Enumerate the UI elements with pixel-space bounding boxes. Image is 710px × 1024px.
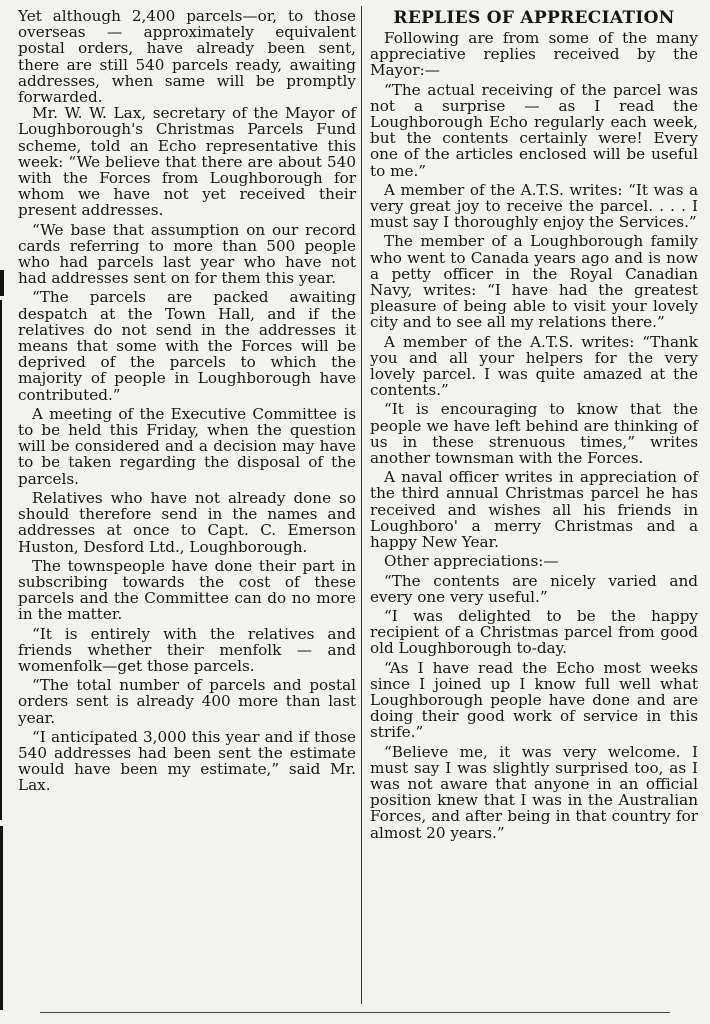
scan-edge-marks bbox=[0, 0, 12, 1024]
paragraph: “The contents are nicely varied and every one very useful.” bbox=[370, 571, 698, 606]
section-heading: REPLIES OF APPRECIATION bbox=[393, 8, 675, 28]
right-column bbox=[370, 8, 698, 844]
paragraph: “The parcels are packed awaiting despatch at the Town Hall, and if the relatives do not send in the addresses it means that some with the Forces will be deprived of the parcels to which the majority of people in Loughborough have contributed.” bbox=[18, 288, 356, 404]
paragraph: A naval officer writes in appreciation of the third annual Christmas parcel he has received and wishes all his friends in Loughboro' a merry Christmas and a happy New Year. bbox=[370, 468, 698, 552]
paragraph: “As I have read the Echo most weeks since I joined up I know full well what Loughborough people have done and are doing their good work of service in this strife.” bbox=[370, 658, 698, 742]
paragraph: “Believe me, it was very welcome. I must say I was slightly surprised too, as I was not aware that anyone in an official position knew that I was in the Australian Forces, and after being in that country for almost 20 years.” bbox=[370, 742, 698, 842]
edge-mark bbox=[0, 300, 2, 820]
paragraph: Relatives who have not already done so should therefore send in the names and addresses at once to Capt. C. Emerson Huston, Desford Ltd., Loughborough. bbox=[18, 488, 356, 556]
paragraph: “I anticipated 3,000 this year and if those 540 addresses had been sent the estimate would have been my estimate,” said Mr. Lax. bbox=[18, 727, 356, 795]
paragraph: “The total number of parcels and postal orders sent is already 400 more than last year. bbox=[18, 676, 356, 727]
paragraph: “It is entirely with the relatives and friends whether their menfolk — and womenfolk—get those parcels. bbox=[18, 624, 356, 675]
paragraph: The townspeople have done their part in subscribing towards the cost of these parcels and the Committee can do no more in the matter. bbox=[18, 556, 356, 624]
paragraph: The member of a Loughborough family who went to Canada years ago and is now a petty officer in the Royal Canadian Navy, writes: “I have had the greatest pleasure of being able to visit your lovely city and to see all my relations there.” bbox=[370, 232, 698, 332]
left-column bbox=[18, 8, 356, 797]
column-divider bbox=[361, 6, 362, 1004]
paragraph: A member of the A.T.S. writes: “Thank you and all your helpers for the very lovely parcel. I was quite amazed at the contents.” bbox=[370, 332, 698, 400]
paragraph: “We base that assumption on our record cards referring to more than 500 people who had parcels last year who have not had addresses sent on for them this year. bbox=[18, 220, 356, 288]
paragraph: Other appreciations:— bbox=[384, 552, 559, 571]
bottom-rule bbox=[40, 1012, 670, 1013]
paragraph: “It is encouraging to know that the people we have left behind are thinking of us in these strenuous times,” writes another townsman with the Forces. bbox=[370, 400, 698, 468]
paragraph: A meeting of the Executive Committee is to be held this Friday, when the question will be considered and a decision may have to be taken regarding the disposal of the parcels. bbox=[18, 404, 356, 488]
paragraph: Yet although 2,400 parcels—or, to those overseas — approximately equivalent postal orders, have already been sent, there are still 540 parcels ready, awaiting addresses, when same will be promptly forwarded. bbox=[18, 7, 356, 107]
edge-mark bbox=[0, 270, 4, 296]
paragraph: Following are from some of the many appreciative replies received by the Mayor:— bbox=[370, 29, 698, 80]
paragraph: Mr. W. W. Lax, secretary of the Mayor of Loughborough's Christmas Parcels Fund scheme, told an Echo representative this week: “We believe that there are about 540 with the Forces from Loughborough for whom we have not yet received their present addresses. bbox=[18, 104, 356, 220]
edge-mark bbox=[0, 826, 3, 1010]
paragraph: “The actual receiving of the parcel was not a surprise — as I read the Loughborough Echo regularly each week, but the contents certainly were! Every one of the articles enclosed will be useful to me.” bbox=[370, 80, 698, 180]
paragraph: A member of the A.T.S. writes: “It was a very great joy to receive the parcel. . . . I must say I thoroughly enjoy the Services.” bbox=[370, 180, 698, 232]
paragraph: “I was delighted to be the happy recipient of a Christmas parcel from good old Loughborough to-day. bbox=[370, 606, 698, 658]
